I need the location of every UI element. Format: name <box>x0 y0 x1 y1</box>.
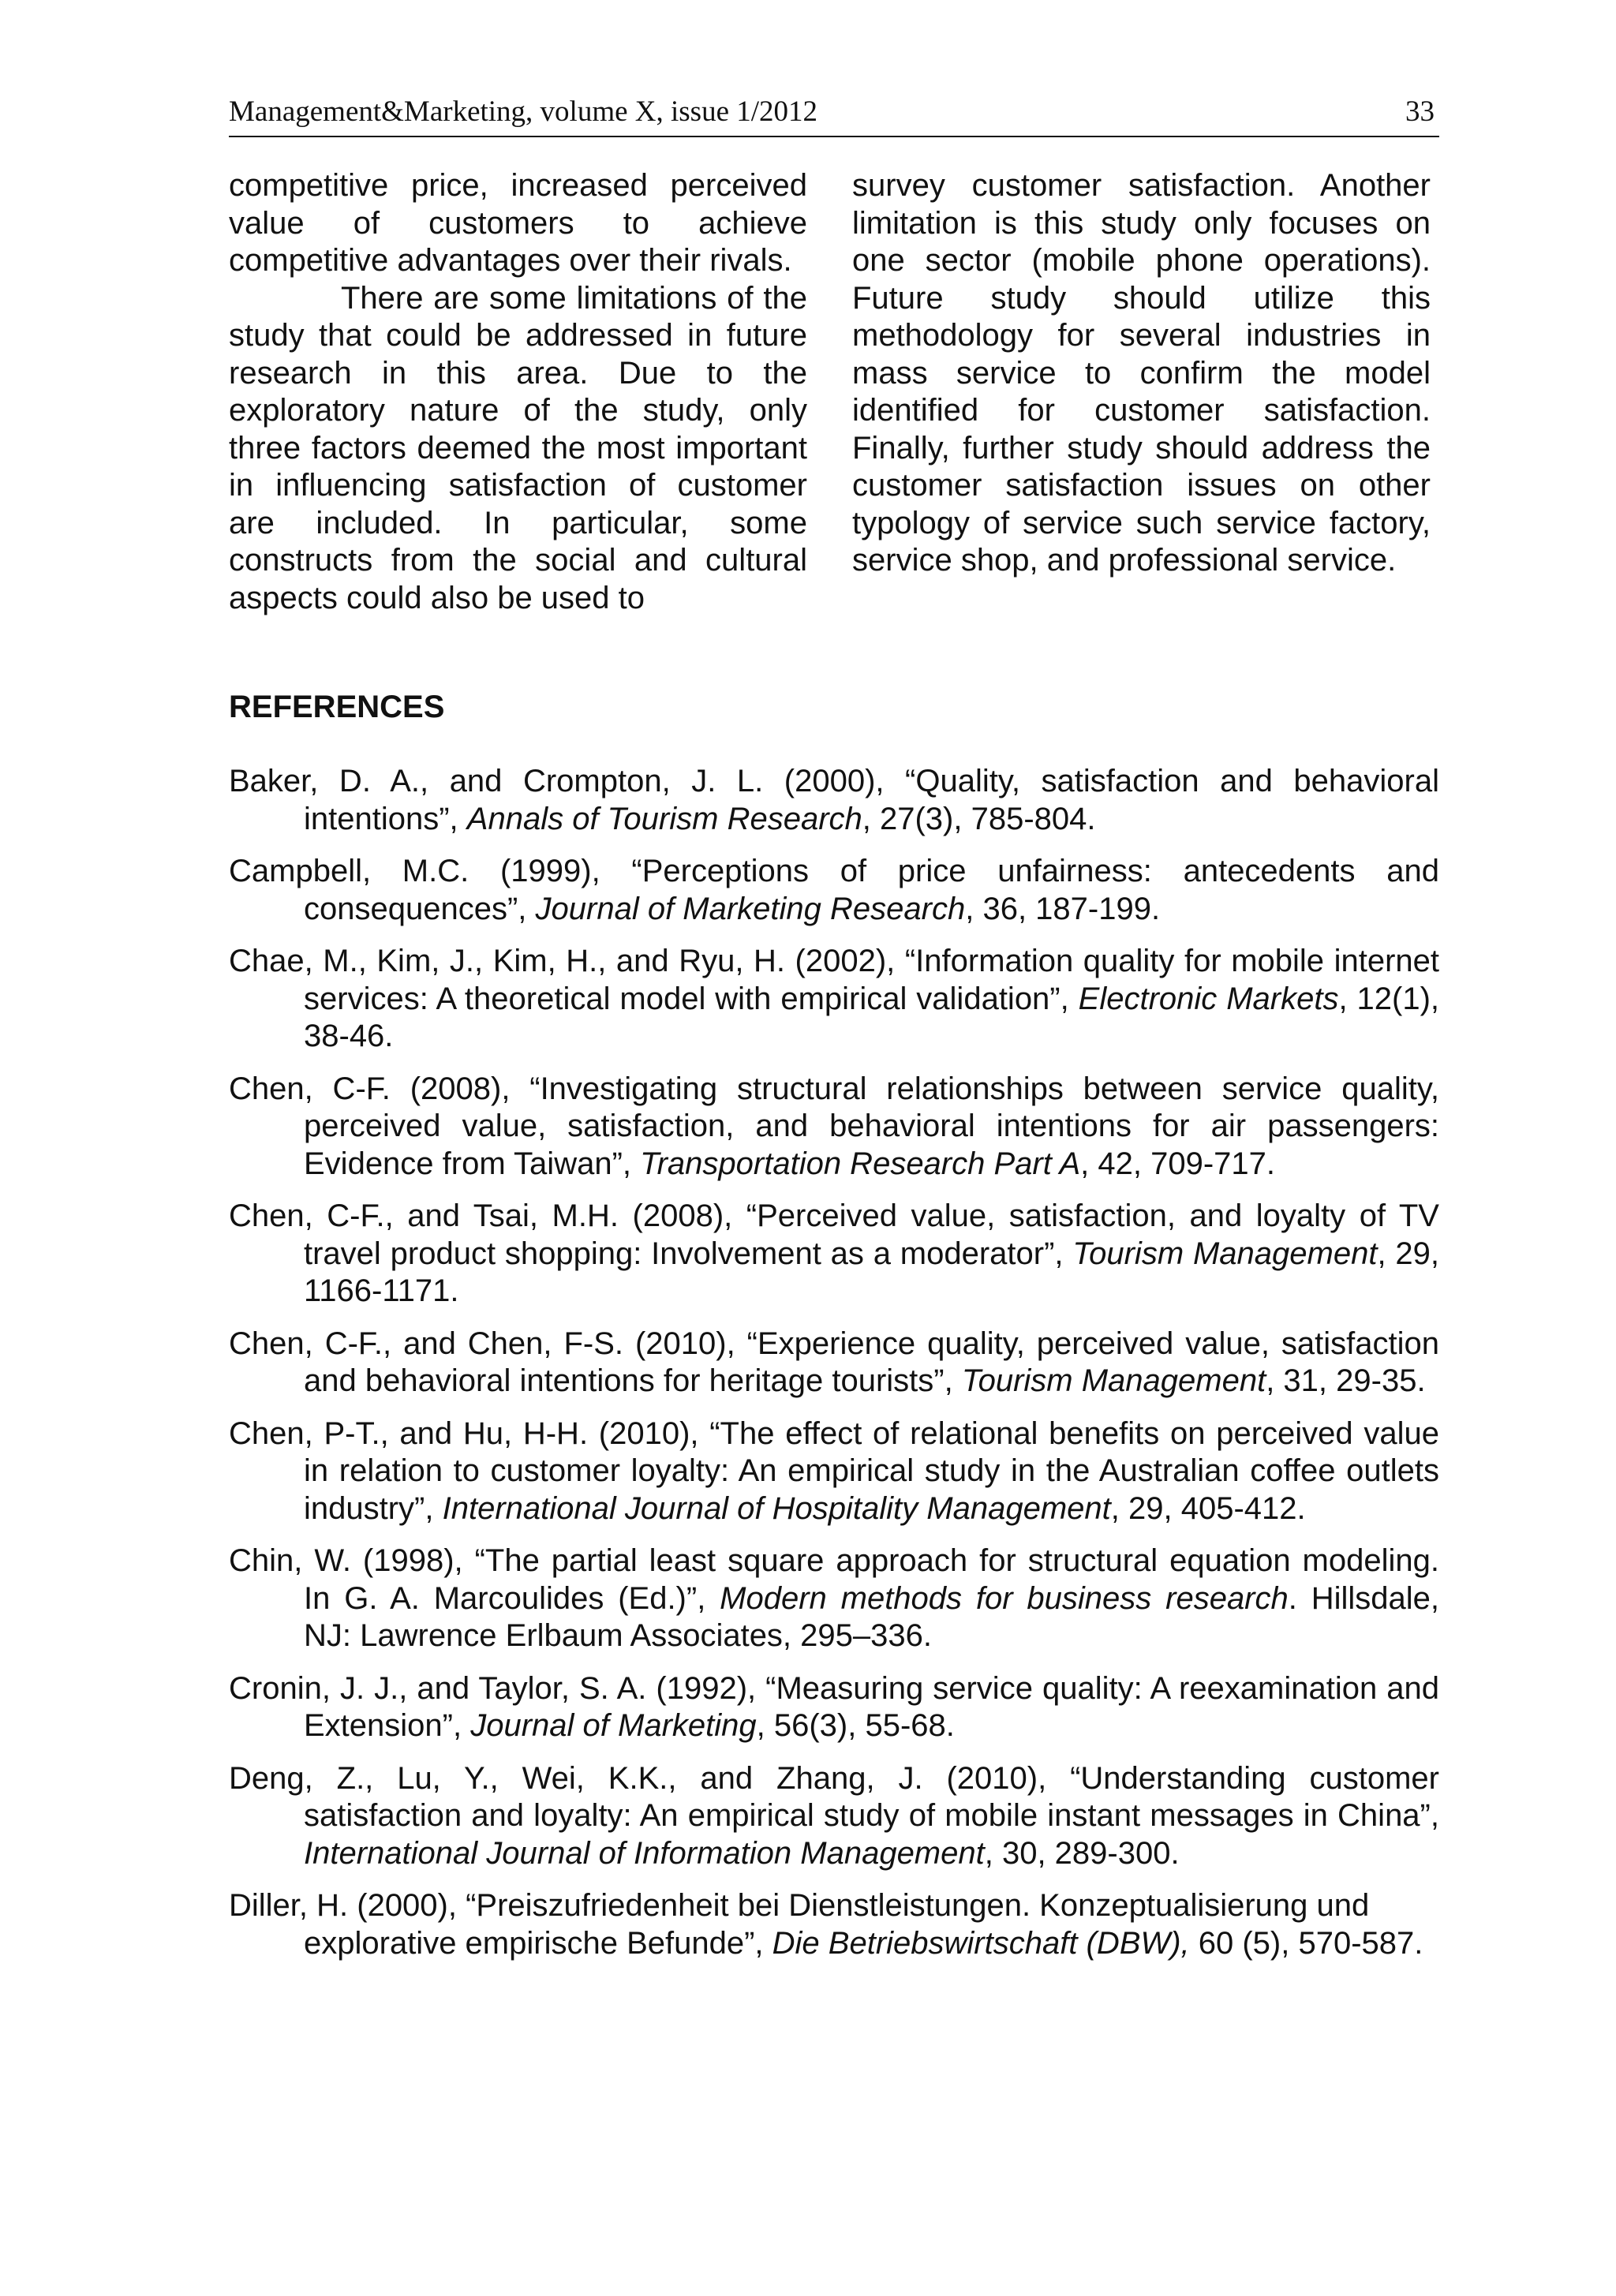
reference-journal-name: Annals of Tourism Research <box>466 801 862 836</box>
running-header <box>229 92 1439 137</box>
reference-details: , 42, 709-717. <box>1080 1146 1276 1181</box>
left-column-paragraph: competitive price, increased perceived value of customers to achieve competitive advantages over their rivals. <box>229 168 807 278</box>
reference-text: Diller, H. (2000), “Preiszufriedenheit bei Dienstleistungen. Konzeptualisierung und explorative empirische Befunde”, <box>229 1888 1370 1961</box>
reference-campbell-1999 <box>229 853 1439 928</box>
reference-text: Campbell, M.C. (1999), “Perceptions of price unfairness: antecedents and consequences”, <box>229 854 1439 926</box>
reference-text: Chen, C-F. (2008), “Investigating structural relationships between service quality, perceived value, satisfaction, and behavioral intentions for air passengers: Evidence from Taiwan”, <box>229 1071 1439 1181</box>
article-body-columns <box>229 167 1439 625</box>
right-column-paragraph: survey customer satisfaction. Another limitation is this study only focuses on one sector (mobile phone operations). Future study should utilize this methodology for several industries in mass service to confirm the model identified for customer satisfaction. Finally, further study should address the customer satisfaction issues on other typology of service such service factory, service shop, and professional service. <box>852 168 1431 578</box>
reference-deng-2010 <box>229 1760 1439 1873</box>
reference-chen-tsai-2008 <box>229 1198 1439 1311</box>
reference-details: , 29, 1166-1171. <box>304 1236 1439 1308</box>
left-text-column <box>229 167 807 617</box>
reference-details: , 12(1), 38-46. <box>304 981 1439 1053</box>
limitations-paragraph: There are some limitations of the study that could be addressed in future research in this area. Due to the exploratory nature of the study, only three factors deemed the most important in influencing satisfaction of customer are included. In particular, some constructs from the social and cultural aspects could also be used to <box>229 280 807 615</box>
reference-text: Cronin, J. J., and Taylor, S. A. (1992), “Measuring service quality: A reexamination and Extension”, <box>229 1670 1439 1743</box>
reference-chae-2002 <box>229 943 1439 1056</box>
reference-chen-2008 <box>229 1071 1439 1184</box>
reference-baker-crompton-2000 <box>229 763 1439 838</box>
reference-journal-name: Transportation Research Part A <box>640 1146 1081 1181</box>
reference-chen-chen-2010 <box>229 1326 1439 1400</box>
reference-journal-name: Tourism Management <box>1072 1236 1378 1271</box>
reference-journal-name: Journal of Marketing Research <box>535 891 966 926</box>
reference-journal-name: Journal of Marketing <box>470 1708 757 1743</box>
reference-text: Chen, P-T., and Hu, H-H. (2010), “The effect of relational benefits on perceived value in relation to customer loyalty: An empirical study in the Australian coffee outlets industry”, <box>229 1415 1439 1526</box>
reference-text: Deng, Z., Lu, Y., Wei, K.K., and Zhang, J. (2010), “Understanding customer satisfaction and loyalty: An empirical study of mobile instant messages in China”, <box>229 1760 1439 1833</box>
reference-details: , 56(3), 55-68. <box>756 1708 955 1743</box>
reference-list <box>229 763 1439 1962</box>
reference-journal-name: Electronic Markets <box>1078 981 1339 1016</box>
reference-journal-name: Die Betriebswirtschaft (DBW), <box>772 1925 1190 1961</box>
right-text-column <box>852 167 1431 580</box>
reference-journal-name: Modern methods for business research <box>720 1580 1289 1616</box>
reference-journal-name: International Journal of Information Management <box>304 1835 985 1871</box>
journal-header-title: Management&Marketing, volume X, issue 1/2012 <box>229 95 818 128</box>
reference-text: Baker, D. A., and Crompton, J. L. (2000), “Quality, satisfaction and behavioral intentions”, <box>229 764 1439 836</box>
references-heading: REFERENCES <box>229 690 445 724</box>
reference-chen-hu-2010 <box>229 1415 1439 1528</box>
reference-journal-name: International Journal of Hospitality Management <box>442 1490 1111 1526</box>
reference-cronin-taylor-1992 <box>229 1670 1439 1745</box>
reference-details: , 29, 405-412. <box>1110 1490 1306 1526</box>
reference-journal-name: Tourism Management <box>961 1363 1266 1398</box>
reference-text: Chae, M., Kim, J., Kim, H., and Ryu, H. (2002), “Information quality for mobile internet services: A theoretical model with empirical validation”, <box>229 944 1439 1016</box>
reference-details: , 30, 289-300. <box>984 1835 1180 1871</box>
reference-text: Chen, C-F., and Tsai, M.H. (2008), “Perceived value, satisfaction, and loyalty of TV travel product shopping: Involvement as a moderator”, <box>229 1198 1439 1271</box>
reference-text: Chin, W. (1998), “The partial least square approach for structural equation modeling. In G. A. Marcoulides (Ed.)”, <box>229 1543 1439 1616</box>
reference-diller-2000 <box>229 1887 1439 1962</box>
reference-details: . Hillsdale, NJ: Lawrence Erlbaum Associates, 295–336. <box>304 1580 1440 1653</box>
reference-chin-1998 <box>229 1543 1439 1655</box>
page-number: 33 <box>1405 95 1435 128</box>
reference-details: 60 (5), 570-587. <box>1189 1925 1423 1961</box>
reference-text: Chen, C-F., and Chen, F-S. (2010), “Experience quality, perceived value, satisfaction and behavioral intentions for heritage tourists”, <box>229 1326 1439 1398</box>
reference-details: , 27(3), 785-804. <box>862 801 1096 836</box>
reference-details: , 36, 187-199. <box>965 891 1161 926</box>
reference-details: , 31, 29-35. <box>1266 1363 1426 1398</box>
